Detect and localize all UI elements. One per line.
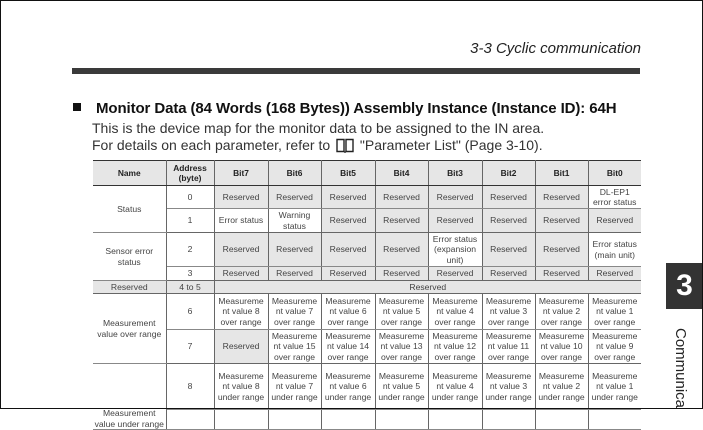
address-cell: 4 to 5: [166, 281, 214, 294]
bit-cell: Reserved: [588, 267, 641, 281]
bit-cell: Reserved: [482, 233, 535, 267]
address-cell: 0: [166, 186, 214, 209]
address-cell: 7: [166, 330, 214, 364]
address-header-label: Address (byte): [173, 162, 207, 183]
bit-cell: Measureme nt value 6 over range: [321, 294, 375, 330]
col-header-name: Name: [93, 161, 166, 186]
bit-cell: Measureme nt value 8 under range: [214, 364, 268, 410]
bit-cell: Measureme nt value 1 over range: [588, 294, 641, 330]
group-name-sensor-error: Sensor error status: [93, 233, 166, 281]
address-cell: 3: [166, 267, 214, 281]
table-row: [93, 294, 641, 330]
bit-cell: Measureme nt value 4 over range: [428, 294, 482, 330]
bit-cell: Reserved: [268, 267, 321, 281]
reserved-span-cell: Reserved: [214, 281, 641, 294]
bit-cell: Error status (expansion unit): [428, 233, 482, 267]
bit-cell: Reserved: [214, 233, 268, 267]
bit-cell: Measureme nt value 4 under range: [428, 364, 482, 410]
bit-cell: Reserved: [214, 186, 268, 209]
bit-cell: Reserved: [375, 233, 428, 267]
parameter-list-link[interactable]: "Parameter List" (Page 3-10).: [359, 137, 543, 153]
col-header-bit6: Bit6: [268, 161, 321, 186]
table-row: [93, 330, 641, 364]
bit-cell: Reserved: [428, 267, 482, 281]
bit-cell: Reserved: [588, 209, 641, 233]
bit-cell: Reserved: [482, 209, 535, 233]
bit-cell: Reserved: [321, 209, 375, 233]
table-row: [93, 267, 641, 281]
chapter-tab[interactable]: 3: [666, 263, 703, 309]
bit-cell: Measureme nt value 6 under range: [321, 364, 375, 410]
square-bullet-icon: [73, 103, 81, 111]
bit-cell: Measureme nt value 8 over range: [214, 294, 268, 330]
col-header-bit1: Bit1: [535, 161, 588, 186]
table-row: [93, 233, 641, 267]
bit-cell: Measureme nt value 3 over range: [482, 294, 535, 330]
monitor-data-table: [93, 160, 641, 430]
col-header-bit0: Bit0: [588, 161, 641, 186]
col-header-address: [166, 161, 214, 186]
bit-cell: Reserved: [482, 267, 535, 281]
group-name-status: Status: [93, 186, 166, 233]
bit-cell: Measureme nt value 9 over range: [588, 330, 641, 364]
bit-cell: Reserved: [375, 209, 428, 233]
section-title: Monitor Data (84 Words (168 Bytes)) Assembly Instance (Instance ID): 64H: [96, 100, 617, 117]
bit-cell: Reserved: [375, 267, 428, 281]
bit-cell: Measureme nt value 12 over range: [428, 330, 482, 364]
chapter-label: Communica: [672, 328, 689, 409]
bit-cell: Measureme nt value 14 over range: [321, 330, 375, 364]
group-name-reserved: Reserved: [93, 281, 166, 294]
bit-cell: Reserved: [535, 186, 588, 209]
bit-cell: Reserved: [268, 186, 321, 209]
bit-cell: Measureme nt value 13 over range: [375, 330, 428, 364]
bit-cell: DL-EP1 error status: [588, 186, 641, 209]
bit-cell: Measureme nt value 3 under range: [482, 364, 535, 410]
bit-cell: Measureme nt value 2 under range: [535, 364, 588, 410]
bit-cell: Measureme nt value 7 under range: [268, 364, 321, 410]
bit-cell: Reserved: [482, 186, 535, 209]
bit-cell: Error status: [214, 209, 268, 233]
address-cell: 6: [166, 294, 214, 330]
bit-cell: Measureme nt value 7 over range: [268, 294, 321, 330]
table-row: [93, 186, 641, 209]
address-cell: 2: [166, 233, 214, 267]
bit-cell: Reserved: [535, 233, 588, 267]
bit-cell: Measureme nt value 15 over range: [268, 330, 321, 364]
bit-cell: Reserved: [214, 267, 268, 281]
bit-cell: Measureme nt value 2 over range: [535, 294, 588, 330]
bit-cell: Warning status: [268, 209, 321, 233]
col-header-bit2: Bit2: [482, 161, 535, 186]
bit-cell: Measureme nt value 5 under range: [375, 364, 428, 410]
bit-cell: Reserved: [535, 267, 588, 281]
reference-paragraph: [92, 137, 543, 156]
bit-cell: Reserved: [535, 209, 588, 233]
table-row: [93, 410, 641, 430]
reference-prefix: For details on each parameter, refer to: [92, 137, 331, 153]
bit-cell: Reserved: [375, 186, 428, 209]
address-cell: 1: [166, 209, 214, 233]
address-cell: 8: [166, 364, 214, 410]
bit-cell: Reserved: [428, 186, 482, 209]
bit-cell: Reserved: [321, 233, 375, 267]
group-name-over-range: Measurement value over range: [93, 294, 166, 364]
bit-cell: Measureme nt value 5 over range: [375, 294, 428, 330]
bit-cell: Reserved: [268, 233, 321, 267]
table-header-row: [93, 161, 641, 186]
running-head: 3-3 Cyclic communication: [470, 40, 641, 57]
bit-cell: Reserved: [428, 209, 482, 233]
bit-cell: Measureme nt value 11 over range: [482, 330, 535, 364]
col-header-bit5: Bit5: [321, 161, 375, 186]
bit-cell: Reserved: [321, 186, 375, 209]
col-header-bit3: Bit3: [428, 161, 482, 186]
table-row: [93, 281, 641, 294]
col-header-bit7: Bit7: [214, 161, 268, 186]
bit-cell: Measureme nt value 1 under range: [588, 364, 641, 410]
col-header-bit4: Bit4: [375, 161, 428, 186]
header-rule: [72, 68, 640, 74]
bit-cell: Reserved: [321, 267, 375, 281]
table-row: [93, 364, 641, 410]
bit-cell: Error status (main unit): [588, 233, 641, 267]
bit-cell: Measureme nt value 10 over range: [535, 330, 588, 364]
book-icon: [336, 138, 354, 156]
intro-paragraph: This is the device map for the monitor data to be assigned to the IN area.: [92, 120, 545, 136]
group-name-under-range: Measurement value under range: [93, 364, 166, 430]
bit-cell: Reserved: [214, 330, 268, 364]
table-row: [93, 209, 641, 233]
